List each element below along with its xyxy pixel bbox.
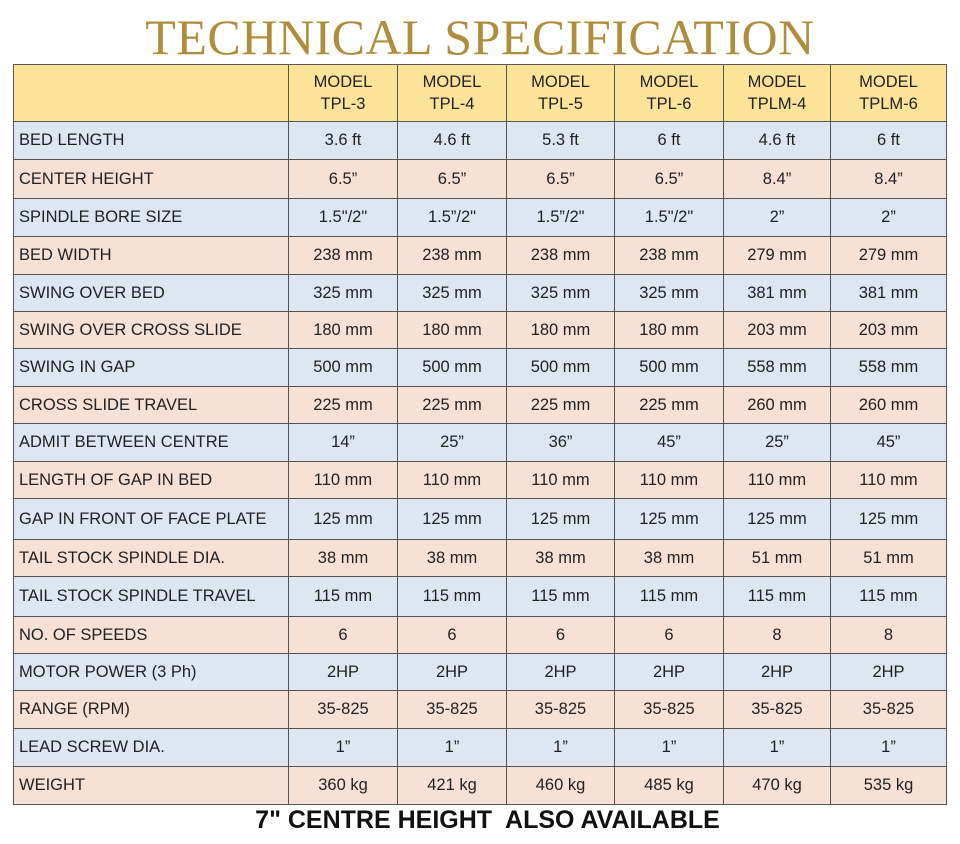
table-cell: 6.5” [507,160,615,199]
table-cell: 1” [615,729,724,767]
table-cell: 38 mm [289,540,398,577]
table-cell: 500 mm [615,349,724,387]
table-cell: 110 mm [724,462,831,499]
table-cell: 125 mm [724,499,831,540]
table-cell: 3.6 ft [289,122,398,160]
row-label: NO. OF SPEEDS [14,617,289,654]
row-label: BED WIDTH [14,237,289,275]
table-row [14,349,947,387]
table-cell: 125 mm [398,499,507,540]
specification-table [13,64,947,805]
table-cell: 238 mm [289,237,398,275]
row-label: SWING OVER CROSS SLIDE [14,312,289,349]
table-cell: 203 mm [724,312,831,349]
table-cell: 500 mm [289,349,398,387]
table-cell: 6.5” [615,160,724,199]
table-cell: 51 mm [831,540,947,577]
table-cell: 5.3 ft [507,122,615,160]
row-label: SWING OVER BED [14,275,289,312]
footer-note: 7" CENTRE HEIGHT ALSO AVAILABLE [255,806,720,834]
table-cell: 558 mm [831,349,947,387]
table-cell: 36” [507,424,615,462]
table-cell: 1” [507,729,615,767]
table-cell: 115 mm [507,577,615,617]
table-cell: 1.5"/2" [289,199,398,237]
table-cell: 45” [615,424,724,462]
table-cell: 2HP [289,654,398,691]
table-cell: 2HP [398,654,507,691]
table-row [14,540,947,577]
table-row [14,387,947,424]
table-cell: 2HP [831,654,947,691]
table-cell: 115 mm [398,577,507,617]
table-cell: 1” [289,729,398,767]
table-cell: 225 mm [398,387,507,424]
table-cell: 558 mm [724,349,831,387]
table-cell: 110 mm [615,462,724,499]
table-row [14,691,947,729]
header-cell-model: MODEL TPLM-6 [831,65,947,122]
table-cell: 260 mm [831,387,947,424]
row-label: SWING IN GAP [14,349,289,387]
table-cell: 51 mm [724,540,831,577]
table-cell: 180 mm [507,312,615,349]
header-cell-blank [14,65,289,122]
row-label: LEAD SCREW DIA. [14,729,289,767]
table-cell: 110 mm [831,462,947,499]
table-cell: 35-825 [398,691,507,729]
row-label: LENGTH OF GAP IN BED [14,462,289,499]
table-cell: 238 mm [615,237,724,275]
table-cell: 238 mm [398,237,507,275]
table-cell: 110 mm [507,462,615,499]
table-cell: 35-825 [615,691,724,729]
table-cell: 381 mm [831,275,947,312]
header-cell-model: MODEL TPLM-4 [724,65,831,122]
table-cell: 180 mm [398,312,507,349]
table-cell: 25” [398,424,507,462]
table-cell: 6 [507,617,615,654]
table-row [14,237,947,275]
table-cell: 2” [724,199,831,237]
table-header-row [14,65,947,122]
page-title: TECHNICAL SPECIFICATION [145,9,815,65]
table-cell: 1” [724,729,831,767]
table-cell: 500 mm [507,349,615,387]
table-row [14,462,947,499]
row-label: MOTOR POWER (3 Ph) [14,654,289,691]
table-cell: 360 kg [289,767,398,805]
row-label: CROSS SLIDE TRAVEL [14,387,289,424]
table-cell: 325 mm [398,275,507,312]
table-cell: 2HP [724,654,831,691]
table-cell: 225 mm [289,387,398,424]
table-cell: 6 [615,617,724,654]
table-cell: 325 mm [615,275,724,312]
table-cell: 381 mm [724,275,831,312]
table-cell: 4.6 ft [398,122,507,160]
header-cell-model: MODEL TPL-3 [289,65,398,122]
table-cell: 460 kg [507,767,615,805]
table-row [14,122,947,160]
table-cell: 238 mm [507,237,615,275]
table-cell: 260 mm [724,387,831,424]
table-cell: 325 mm [507,275,615,312]
table-cell: 35-825 [831,691,947,729]
table-cell: 38 mm [398,540,507,577]
table-cell: 125 mm [831,499,947,540]
table-cell: 115 mm [615,577,724,617]
row-label: CENTER HEIGHT [14,160,289,199]
table-row [14,729,947,767]
table-cell: 4.6 ft [724,122,831,160]
table-cell: 6.5” [398,160,507,199]
table-cell: 35-825 [724,691,831,729]
table-cell: 8 [831,617,947,654]
table-cell: 470 kg [724,767,831,805]
table-cell: 115 mm [831,577,947,617]
table-cell: 279 mm [831,237,947,275]
table-cell: 279 mm [724,237,831,275]
table-cell: 500 mm [398,349,507,387]
row-label: ADMIT BETWEEN CENTRE [14,424,289,462]
table-cell: 115 mm [289,577,398,617]
table-cell: 325 mm [289,275,398,312]
table-cell: 38 mm [507,540,615,577]
table-cell: 2HP [615,654,724,691]
table-cell: 203 mm [831,312,947,349]
table-cell: 125 mm [507,499,615,540]
table-row [14,499,947,540]
row-label: GAP IN FRONT OF FACE PLATE [14,499,289,540]
table-cell: 110 mm [398,462,507,499]
table-cell: 14” [289,424,398,462]
table-body [14,122,947,805]
row-label: SPINDLE BORE SIZE [14,199,289,237]
table-cell: 1” [398,729,507,767]
table-row [14,617,947,654]
table-row [14,275,947,312]
table-row [14,312,947,349]
table-cell: 535 kg [831,767,947,805]
table-row [14,199,947,237]
table-cell: 180 mm [615,312,724,349]
table-cell: 6 [289,617,398,654]
table-row [14,654,947,691]
table-cell: 2” [831,199,947,237]
table-cell: 35-825 [507,691,615,729]
table-cell: 1.5”/2" [507,199,615,237]
table-cell: 6 [398,617,507,654]
header-cell-model: MODEL TPL-6 [615,65,724,122]
table-cell: 225 mm [507,387,615,424]
table-cell: 6 ft [831,122,947,160]
table-cell: 485 kg [615,767,724,805]
table-cell: 38 mm [615,540,724,577]
table-cell: 2HP [507,654,615,691]
row-label: TAIL STOCK SPINDLE TRAVEL [14,577,289,617]
table-cell: 8.4” [831,160,947,199]
row-label: BED LENGTH [14,122,289,160]
table-row [14,577,947,617]
table-cell: 35-825 [289,691,398,729]
table-cell: 125 mm [289,499,398,540]
table-cell: 8 [724,617,831,654]
table-cell: 6.5” [289,160,398,199]
header-cell-model: MODEL TPL-5 [507,65,615,122]
table-cell: 6 ft [615,122,724,160]
header-cell-model: MODEL TPL-4 [398,65,507,122]
table-cell: 180 mm [289,312,398,349]
table-cell: 115 mm [724,577,831,617]
table-cell: 125 mm [615,499,724,540]
table-cell: 25” [724,424,831,462]
table-cell: 1” [831,729,947,767]
table-row [14,160,947,199]
table-row [14,767,947,805]
table-cell: 1.5"/2" [615,199,724,237]
row-label: RANGE (RPM) [14,691,289,729]
table-cell: 225 mm [615,387,724,424]
table-cell: 421 kg [398,767,507,805]
row-label: WEIGHT [14,767,289,805]
table-cell: 8.4” [724,160,831,199]
table-row [14,424,947,462]
row-label: TAIL STOCK SPINDLE DIA. [14,540,289,577]
table-cell: 1.5”/2" [398,199,507,237]
table-cell: 110 mm [289,462,398,499]
table-cell: 45” [831,424,947,462]
